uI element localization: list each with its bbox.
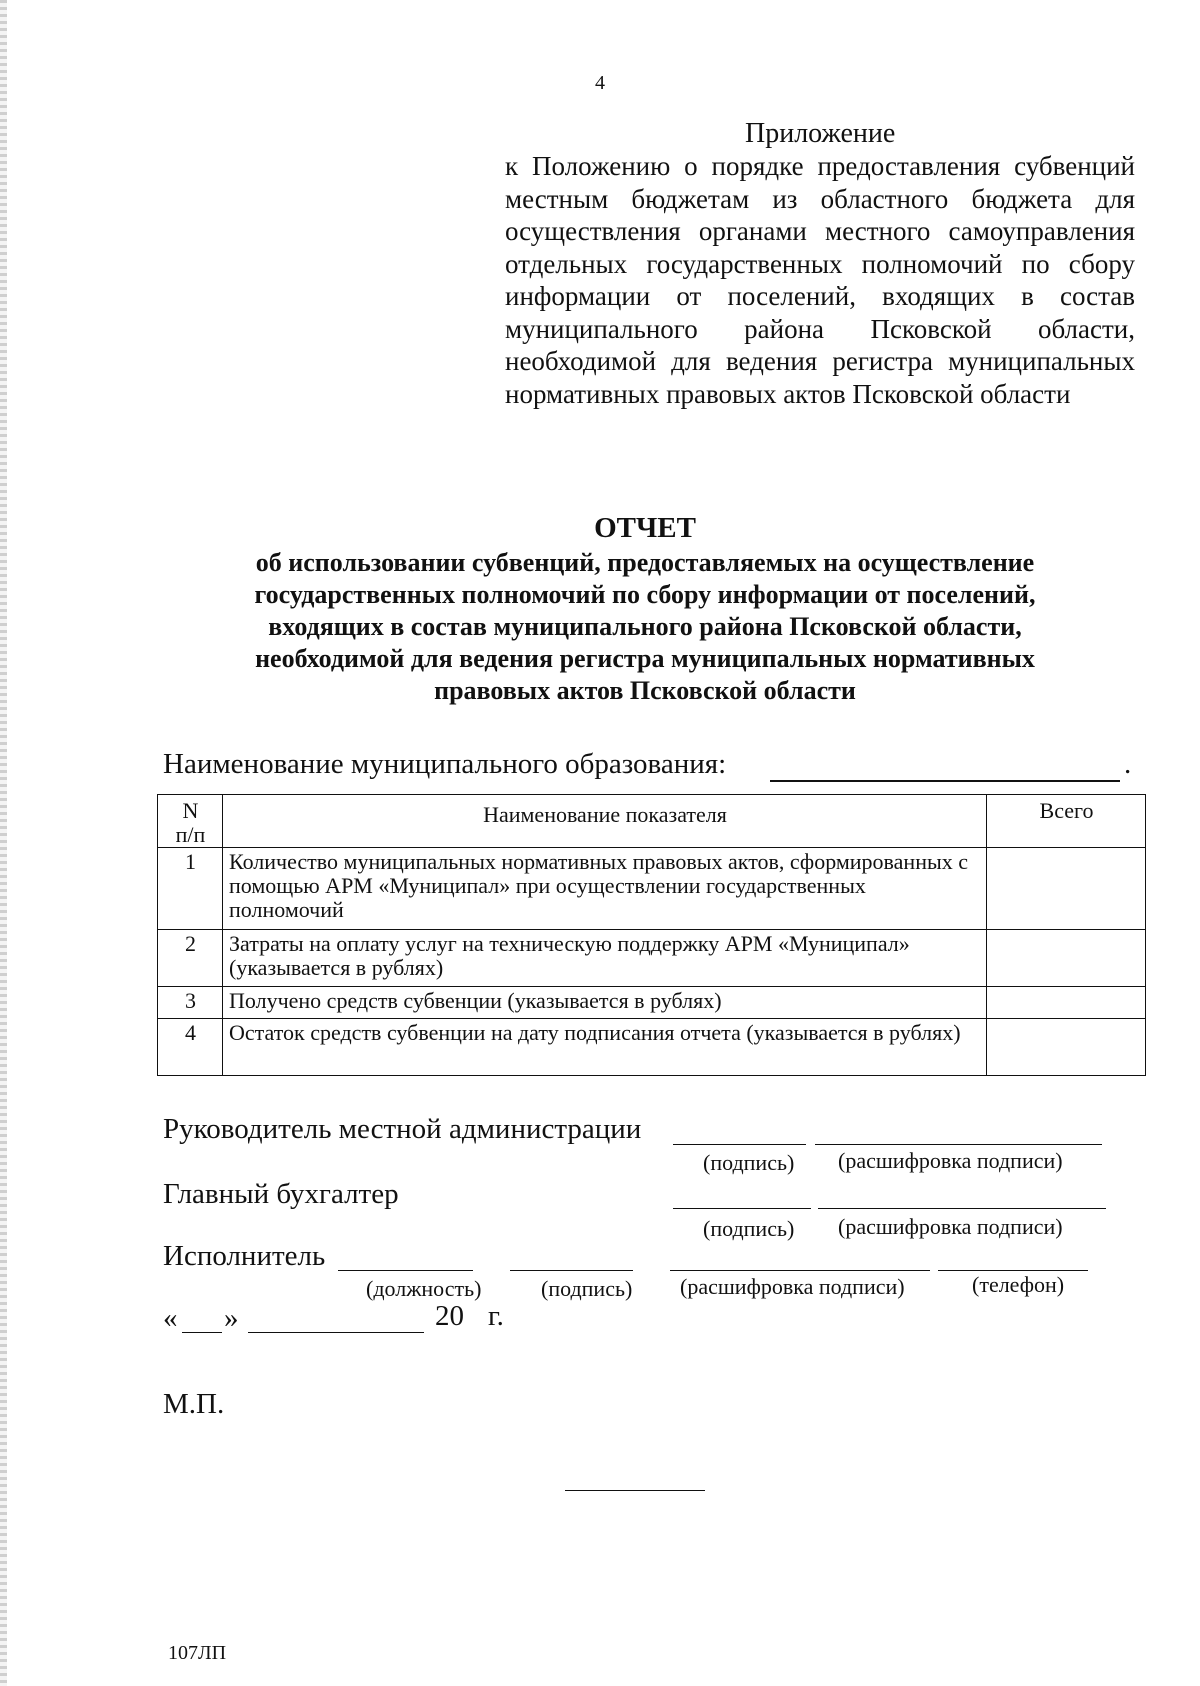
head-signature-line[interactable] (673, 1144, 806, 1145)
report-subtitle (200, 547, 1090, 707)
executor-signature-line[interactable] (510, 1270, 633, 1271)
executor-decode-line[interactable] (670, 1270, 930, 1271)
row-total[interactable] (987, 848, 1146, 930)
date-year: 20 (435, 1300, 464, 1332)
executor-phone-line[interactable] (938, 1270, 1088, 1271)
report-subtitle-line: правовых актов Псковской области (434, 676, 856, 705)
table-row (158, 1019, 1146, 1076)
report-title: ОТЧЕТ (594, 512, 696, 544)
row-name: Получено средств субвенции (указывается в рублях) (223, 987, 987, 1019)
report-subtitle-line: необходимой для ведения регистра муниципальных нормативных (255, 644, 1035, 673)
accountant-decode-caption: (расшифровка подписи) (838, 1214, 1063, 1239)
row-num: 3 (158, 987, 223, 1019)
header-num (158, 795, 223, 848)
table-row (158, 987, 1146, 1019)
report-subtitle-line: входящих в состав муниципального района Псковской области, (268, 612, 1022, 641)
municipality-label: Наименование муниципального образования: (163, 748, 727, 780)
head-label: Руководитель местной администрации (163, 1113, 642, 1145)
stamp-place: М.П. (163, 1388, 225, 1420)
scan-edge (0, 0, 7, 1686)
accountant-label: Главный бухгалтер (163, 1178, 399, 1210)
executor-position-caption: (должность) (366, 1276, 482, 1301)
date-day-line[interactable] (182, 1332, 222, 1333)
report-table (157, 794, 1146, 1076)
row-name: Затраты на оплату услуг на техническую поддержку АРМ «Муниципал» (указывается в рублях) (223, 930, 987, 987)
row-num: 1 (158, 848, 223, 930)
row-name: Количество муниципальных нормативных правовых актов, сформированных с помощью АРМ «Муниципал» при осуществлении государственных полномочий (223, 848, 987, 930)
row-name: Остаток средств субвенции на дату подписания отчета (указывается в рублях) (223, 1019, 987, 1076)
head-decode-line[interactable] (815, 1144, 1102, 1145)
head-decode-caption: (расшифровка подписи) (838, 1148, 1063, 1173)
header-num-line1: N (182, 798, 199, 823)
report-subtitle-line: государственных полномочий по сбору информации от поселений, (254, 580, 1036, 609)
report-subtitle-line: об использовании субвенций, предоставляемых на осуществление (255, 548, 1035, 577)
row-num: 4 (158, 1019, 223, 1076)
executor-sign-caption: (подпись) (541, 1276, 633, 1301)
date-year-suffix: г. (488, 1300, 504, 1332)
executor-position-line[interactable] (338, 1270, 473, 1271)
accountant-decode-line[interactable] (818, 1208, 1106, 1209)
document-code: 107ЛП (168, 1642, 227, 1664)
row-total[interactable] (987, 987, 1146, 1019)
executor-decode-caption: (расшифровка подписи) (680, 1274, 905, 1299)
row-total[interactable] (987, 1019, 1146, 1076)
table-row (158, 930, 1146, 987)
head-sign-caption: (подпись) (703, 1150, 795, 1175)
row-total[interactable] (987, 930, 1146, 987)
executor-phone-caption: (телефон) (972, 1272, 1065, 1297)
municipality-end-dot: . (1124, 748, 1132, 780)
appendix-text: к Положению о порядке предоставления субвенций местным бюджетам из областного бюджета для осуществления органами местного самоуправления отдельных государственных полномочий по сбору информации от поселений, входящих в состав муниципального района Псковской области, необходимой для ведения регистра муниципальных нормативных правовых актов Псковской области (505, 151, 1135, 409)
footer-divider (565, 1490, 705, 1491)
header-num-line2: п/п (175, 822, 206, 847)
header-name: Наименование показателя (223, 795, 987, 848)
table-header-row (158, 795, 1146, 848)
municipality-input-line[interactable] (770, 780, 1120, 782)
date-month-line[interactable] (248, 1332, 424, 1333)
accountant-sign-caption: (подпись) (703, 1216, 795, 1241)
appendix-title: Приложение (745, 118, 896, 149)
date-close-quote: » (224, 1302, 239, 1334)
date-open-quote: « (163, 1302, 178, 1334)
header-total: Всего (987, 795, 1146, 848)
row-num: 2 (158, 930, 223, 987)
page-number: 4 (595, 72, 605, 94)
accountant-signature-line[interactable] (673, 1208, 811, 1209)
executor-label: Исполнитель (163, 1240, 326, 1272)
table-row (158, 848, 1146, 930)
